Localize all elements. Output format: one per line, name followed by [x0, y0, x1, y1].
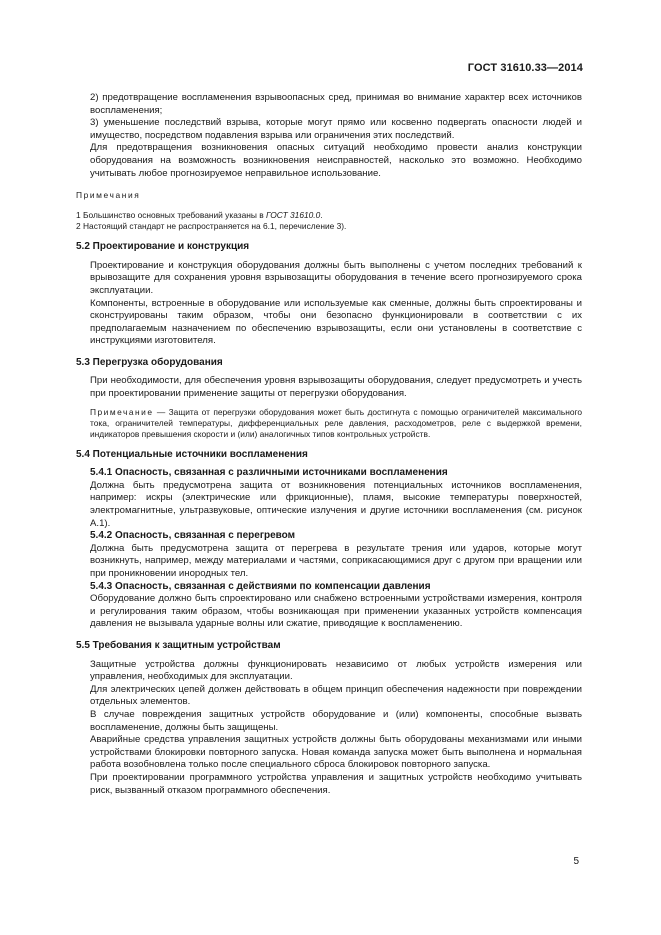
section-5-5-paragraph-1: Защитные устройства должны функционировать независимо от любых устройств измерения или управления, необходимых для эксплуатации. [90, 658, 582, 683]
section-5-2-paragraph-1: Проектирование и конструкция оборудования должны быть выполнены с учетом последних требований к врывозащите для сохранения уровня взрывозащиты оборудования в течение всего прогнозируемого срока эксплуатации. [90, 259, 582, 296]
note-text: — Защита от перегрузки оборудования может быть достигнута с помощью ограничителей максимального тока, ограничителей температуры, дифференциальных реле давления, расходометров, реле с выдержкой времени, индикаторов превышения скорости и (или) аналогичных типов контрольных устройств. [90, 406, 582, 439]
note-1 [76, 210, 582, 221]
section-5-3-note [76, 407, 582, 440]
section-5-4-1-paragraph: Должна быть предусмотрена защита от возникновения потенциальных источников воспламенения, например: искры (электрические или фрикционные), пламя, высокие температуры поверхностей, электромагнитные, ультразвуковые, оптические излучения и другие источники воспламенения (см. рисунок А.1). [90, 479, 582, 529]
list-item-2: 2) предотвращение воспламенения взрывоопасных сред, принимая во внимание характер всех источников воспламенения; [90, 92, 582, 116]
section-5-4-2-title: 5.4.2 Опасность, связанная с перегревом [90, 530, 296, 542]
section-5-3-paragraph: При необходимости, для обеспечения уровня взрывозащиты оборудования, следует предусмотреть и учесть при проектировании применение защиты от перегрузки оборудования. [90, 375, 582, 400]
section-5-4-3-title: 5.4.3 Опасность, связанная с действиями по компенсации давления [90, 580, 431, 592]
page-number: 5 [573, 856, 579, 867]
list-item-3: 3) уменьшение последствий взрыва, которые могут прямо или косвенно подвергать опасности людей и имущество, посредством подавления взрыва или ограничения этих последствий. [90, 117, 582, 141]
notes-title: Примечания [76, 190, 141, 201]
note-2: 2 Настоящий стандарт не распространяется на 6.1, перечисление 3). [76, 221, 347, 232]
section-5-4-title: 5.4 Потенциальные источники воспламенения [76, 448, 308, 460]
section-5-3-title: 5.3 Перегрузка оборудования [76, 356, 223, 368]
section-5-2-title: 5.2 Проектирование и конструкция [76, 241, 250, 253]
section-5-5-paragraph-5: При проектировании программного устройства управления и защитных устройств необходимо учитывать риск, вызванный отказом программного обеспечения. [90, 771, 582, 796]
note-label: Примечание [90, 406, 154, 417]
intro-paragraph: Для предотвращения возникновения опасных ситуаций необходимо провести анализ конструкции оборудования на возможность возникновения неисправностей, насколько это возможно. Необходимо учитывать любое прогнозируемое неправильное использование. [90, 142, 582, 179]
section-5-4-3-paragraph: Оборудование должно быть спроектировано или снабжено встроенными устройствами измерения, контроля и регулирования таким образом, чтобы возникающая при применении указанных устройств компенсация давления не вызывала ударные волны или сжатие, приводящие к воспламенению. [90, 593, 582, 630]
section-5-4-1-title: 5.4.1 Опасность, связанная с различными источниками воспламенения [90, 467, 448, 479]
page-content [76, 92, 582, 797]
note-1-reference: ГОСТ 31610.0 [266, 210, 321, 221]
note-1-suffix: . [320, 210, 323, 221]
section-5-5-title: 5.5 Требования к защитным устройствам [76, 639, 281, 651]
document-code: ГОСТ 31610.33—2014 [467, 62, 583, 74]
section-5-5-paragraph-2: Для электрических цепей должен действовать в общем принцип обеспечения надежности при повреждении отдельных элементов. [90, 683, 582, 708]
note-1-prefix: 1 Большинство основных требований указаны в [76, 210, 264, 221]
section-5-4-2-paragraph: Должна быть предусмотрена защита от перегрева в результате трения или ударов, которые могут возникнуть, например, между материалами и частями, соприкасающимися друг с другом при вращении или при проникновении инородных тел. [90, 542, 582, 580]
section-5-5-paragraph-4: Аварийные средства управления защитных устройств должны быть оборудованы механизмами или иными устройствами блокировки повторного запуска. Новая команда запуска может быть выполнена и нормальная работа возобновлена только после специального сброса блокировок повторного запуска. [90, 734, 582, 771]
section-5-2-paragraph-2: Компоненты, встроенные в оборудование или используемые как сменные, должны быть спроектированы и сконструированы таким образом, чтобы они безопасно функционировали в соответствии с их предполагаемым назначением по обеспечению взрывозащиты, если они установлены в соответствие с инструкциями изготовителя. [90, 297, 582, 347]
section-5-5-paragraph-3: В случае повреждения защитных устройств оборудование и (или) компоненты, способные вызвать воспламенение, должны быть защищены. [90, 708, 582, 733]
